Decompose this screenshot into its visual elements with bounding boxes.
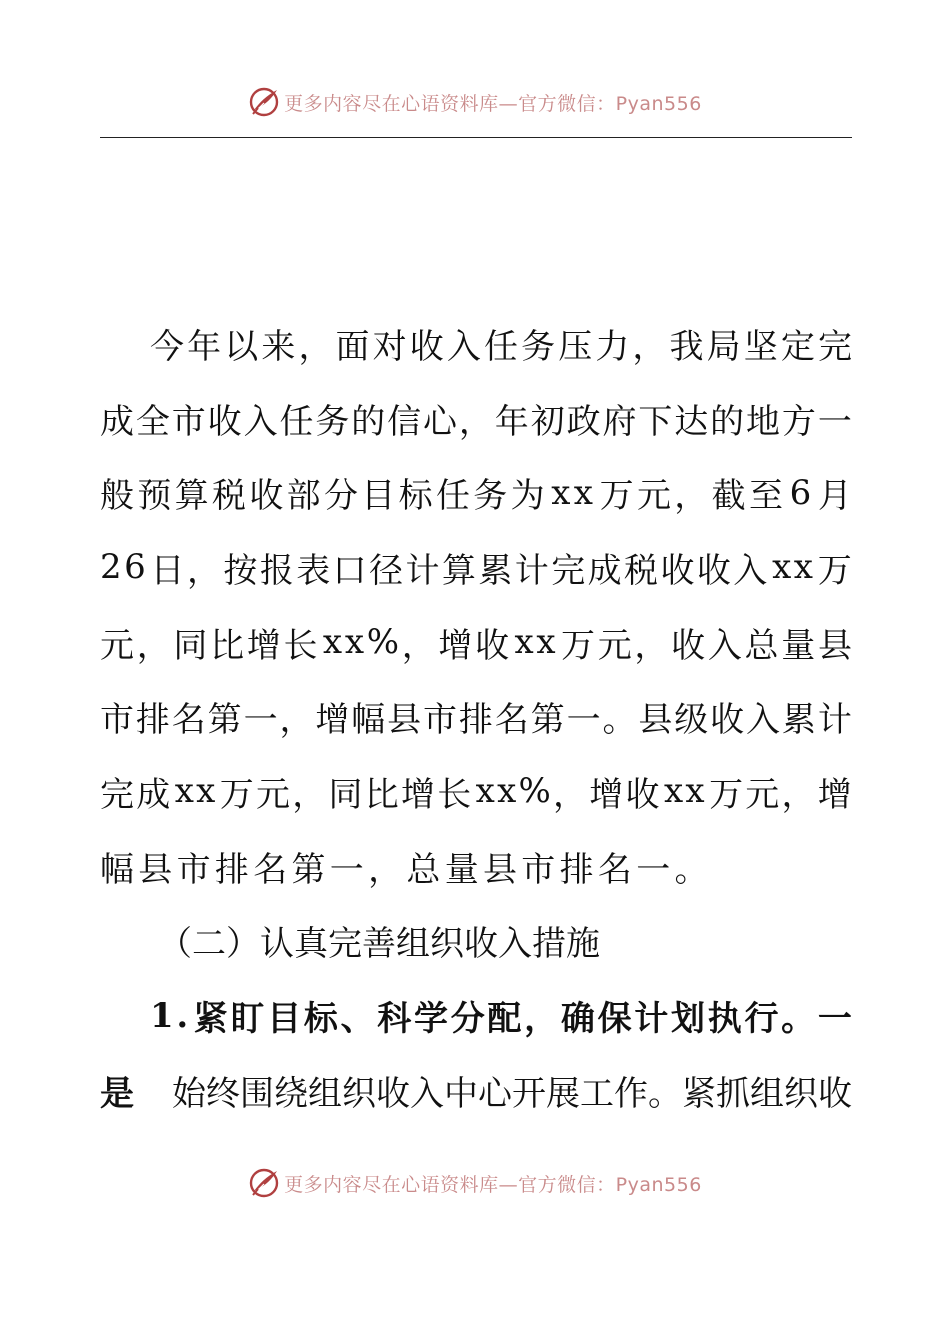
paragraph-line [100, 1053, 852, 1128]
point-heading: 1 . 紧 盯 目 标 、 科 学 分 配 ， 确 保 计 划 执 行 。 一 [150, 995, 852, 1040]
quill-logo-icon [248, 1167, 280, 1199]
watermark-wechat-id: Pyan556 [615, 92, 702, 115]
watermark-wechat-id: Pyan556 [615, 1173, 702, 1196]
paragraph-line: 元 ， 同 比 增 长 x x % ， 增 收 x x 万 元 ， 收 入 总 量 县 [100, 622, 852, 666]
point-lead-word: 是 [100, 1073, 134, 1114]
point-text: 始终围绕组织收入中心开展工作。紧抓组织收 [172, 1073, 852, 1114]
paragraph-line: 般 预 算 税 收 部 分 目 标 任 务 为 x x 万 元 ， 截 至 6 月 [100, 472, 852, 517]
paragraph-line: 市 排 名 第 一 ， 增 幅 县 市 排 名 第 一 。 县 级 收 入 累 计 [100, 700, 852, 741]
watermark-text [284, 1170, 702, 1197]
paragraph-line: 2 6 日 ， 按 报 表 口 径 计 算 累 计 完 成 税 收 收 入 x x 万 [100, 547, 852, 591]
header-divider [100, 137, 852, 138]
paragraph-line: 今 年 以 来 ， 面 对 收 入 任 务 压 力 ， 我 局 坚 定 完 [150, 326, 852, 367]
document-body [100, 306, 852, 1128]
paragraph-line: 完 成 x x 万 元 ， 同 比 增 长 x x % ， 增 收 x x 万 元 ， 增 [100, 771, 852, 815]
quill-logo-icon [248, 86, 280, 118]
header-watermark [0, 82, 950, 122]
paragraph-line: 幅县市排名第一，总量县市排名一。 [100, 849, 713, 890]
paragraph-line: 成 全 市 收 入 任 务 的 信 心 ， 年 初 政 府 下 达 的 地 方 一 [100, 401, 852, 442]
section-heading: （二）认真完善组织收入措施 [158, 924, 600, 965]
watermark-site-text: 更多内容尽在心语资料库—官方微信： [284, 1173, 616, 1196]
watermark-site-text: 更多内容尽在心语资料库—官方微信： [284, 92, 616, 115]
watermark-text [284, 89, 702, 116]
footer-watermark [0, 1163, 950, 1203]
